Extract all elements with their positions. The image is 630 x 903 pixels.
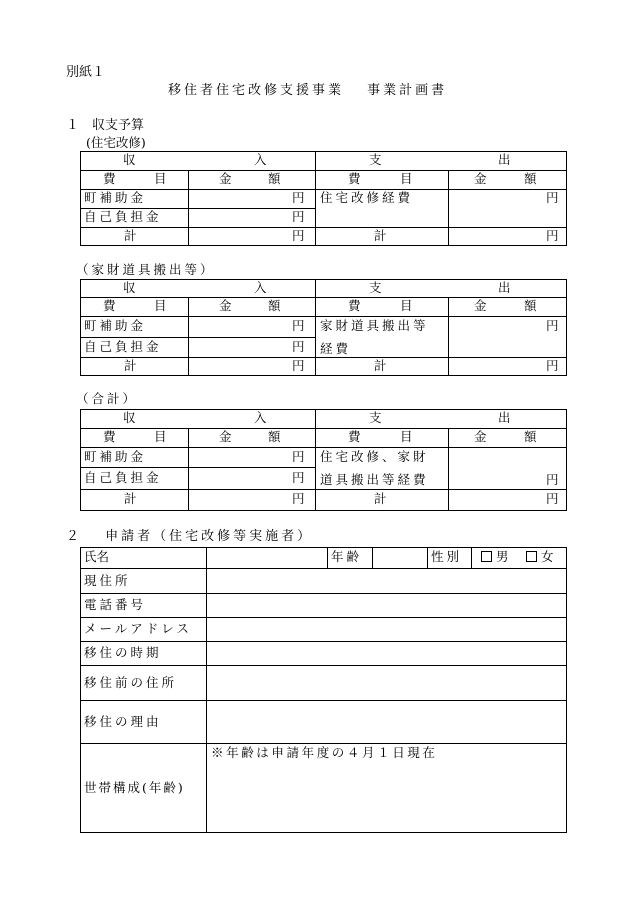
expense-header: 支 <box>369 152 385 167</box>
expense-item-label: 家財道具搬出等 <box>320 318 429 333</box>
expense-header-2: 出 <box>498 410 514 425</box>
column-header: 金 <box>474 298 490 313</box>
phone-field[interactable] <box>207 594 566 616</box>
yen-unit: 円 <box>292 339 305 354</box>
town-subsidy-label: 町補助金 <box>84 318 147 333</box>
expense-header-2: 出 <box>498 280 514 295</box>
rule <box>448 428 449 510</box>
town-subsidy-label: 町補助金 <box>84 190 147 205</box>
expense-header: 支 <box>369 410 385 425</box>
previous-address-field[interactable] <box>207 666 566 699</box>
total-label: 計 <box>374 228 390 243</box>
column-header: 額 <box>524 429 540 444</box>
rule <box>80 337 315 338</box>
name-label: 氏名 <box>84 549 110 564</box>
expense-item-label: 住宅改修、家財 <box>320 449 429 464</box>
email-label: メールアドレス <box>84 621 192 636</box>
yen-unit: 円 <box>292 209 305 224</box>
move-reason-field[interactable] <box>207 701 566 742</box>
column-header: 目 <box>400 298 416 313</box>
yen-unit: 円 <box>546 190 559 205</box>
column-header: 金 <box>219 429 235 444</box>
household-label: 世帯構成(年齢) <box>84 780 185 795</box>
table-caption: (住宅改修) <box>86 135 146 150</box>
rule <box>188 170 189 245</box>
column-header: 目 <box>154 171 170 186</box>
column-header: 額 <box>268 298 284 313</box>
rule <box>80 447 567 448</box>
self-burden-label: 自己負担金 <box>84 470 162 485</box>
income-header-2: 入 <box>254 410 270 425</box>
name-field[interactable] <box>207 548 326 567</box>
column-header: 額 <box>268 429 284 444</box>
column-header: 目 <box>400 171 416 186</box>
column-header: 費 <box>103 429 119 444</box>
table-caption: （合計） <box>76 391 139 406</box>
column-header: 目 <box>154 298 170 313</box>
total-label: 計 <box>374 358 390 373</box>
rule <box>448 297 449 375</box>
yen-unit: 円 <box>546 358 559 373</box>
move-reason-label: 移住の理由 <box>84 714 162 729</box>
rule <box>315 279 316 375</box>
rule <box>448 170 449 245</box>
self-burden-label: 自己負担金 <box>84 209 162 224</box>
document-title: 移住者住宅改修支援事業 事業計画書 <box>168 83 448 98</box>
move-date-label: 移住の時期 <box>84 645 162 660</box>
expense-header: 支 <box>369 280 385 295</box>
expense-item-label: 道具搬出等経費 <box>320 472 429 487</box>
column-header: 費 <box>348 298 364 313</box>
yen-unit: 円 <box>546 491 559 506</box>
gender-option-female[interactable]: 女 <box>526 551 554 564</box>
column-header: 額 <box>268 171 284 186</box>
yen-unit: 円 <box>546 472 559 487</box>
section2-heading: ２ 申請者（住宅改修等実施者） <box>66 529 314 544</box>
total-label: 計 <box>124 358 140 373</box>
income-header: 収 <box>123 280 139 295</box>
yen-unit: 円 <box>546 318 559 333</box>
address-field[interactable] <box>207 569 566 592</box>
yen-unit: 円 <box>292 449 305 464</box>
section1-heading: １ 収支予算 <box>66 118 145 133</box>
column-header: 金 <box>474 429 490 444</box>
yen-unit: 円 <box>546 228 559 243</box>
gender-label: 性別 <box>431 549 463 564</box>
income-header: 収 <box>123 410 139 425</box>
rule <box>80 467 315 468</box>
rule <box>315 151 316 245</box>
column-header: 費 <box>103 171 119 186</box>
address-label: 現住所 <box>84 573 131 588</box>
phone-label: 電話番号 <box>84 597 147 612</box>
rule <box>80 227 567 228</box>
income-header-2: 入 <box>254 280 270 295</box>
column-header: 費 <box>348 429 364 444</box>
yen-unit: 円 <box>292 190 305 205</box>
column-header: 金 <box>219 171 235 186</box>
column-header: 目 <box>400 429 416 444</box>
total-label: 計 <box>374 491 390 506</box>
income-header-2: 入 <box>254 152 270 167</box>
expense-item-label: 経費 <box>320 341 352 356</box>
gender-option-male[interactable]: 男 <box>481 551 509 564</box>
yen-unit: 円 <box>292 318 305 333</box>
total-label: 計 <box>124 228 140 243</box>
total-label: 計 <box>124 491 140 506</box>
age-label: 年齢 <box>331 549 363 564</box>
expense-header-2: 出 <box>498 152 514 167</box>
yen-unit: 円 <box>292 358 305 373</box>
previous-address-label: 移住前の住所 <box>84 675 178 690</box>
column-header: 金 <box>219 298 235 313</box>
rule <box>315 409 316 510</box>
rule <box>80 489 567 490</box>
email-field[interactable] <box>207 618 566 640</box>
column-header: 金 <box>474 171 490 186</box>
rule <box>188 297 189 375</box>
annex-label: 別紙１ <box>66 65 106 80</box>
column-header: 目 <box>154 429 170 444</box>
household-field[interactable] <box>207 762 566 832</box>
income-header: 収 <box>123 152 139 167</box>
checkbox-female[interactable] <box>526 551 537 562</box>
rule <box>80 316 567 317</box>
column-header: 額 <box>524 171 540 186</box>
age-field[interactable] <box>373 548 426 567</box>
column-header: 額 <box>524 298 540 313</box>
yen-unit: 円 <box>292 491 305 506</box>
self-burden-label: 自己負担金 <box>84 339 162 354</box>
yen-unit: 円 <box>292 470 305 485</box>
town-subsidy-label: 町補助金 <box>84 449 147 464</box>
expense-item-label: 住宅改修経費 <box>320 190 414 205</box>
column-header: 費 <box>348 171 364 186</box>
household-note: ※年齢は申請年度の４月１日現在 <box>211 745 438 760</box>
rule <box>188 428 189 510</box>
column-header: 費 <box>103 298 119 313</box>
yen-unit: 円 <box>292 228 305 243</box>
move-date-field[interactable] <box>207 642 566 664</box>
checkbox-male[interactable] <box>481 551 492 562</box>
rule <box>80 357 567 358</box>
table-caption: （家財道具搬出等） <box>76 262 216 277</box>
